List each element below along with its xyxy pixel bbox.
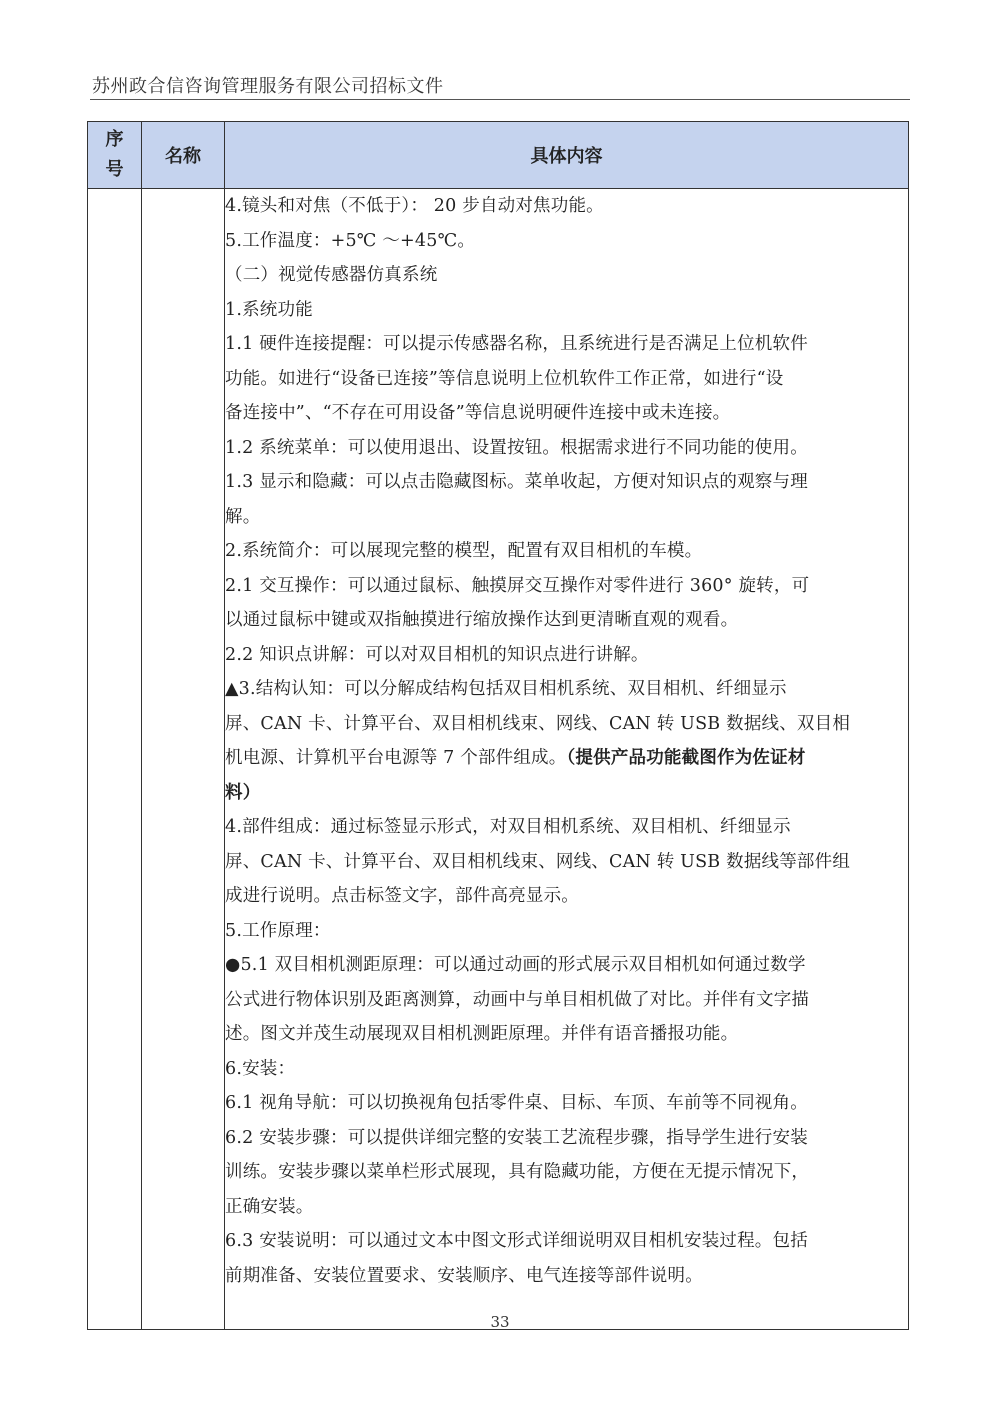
content-line: 2.系统简介：可以展现完整的模型，配置有双目相机的车模。 [225,541,703,561]
column-header-name: 名称 [142,122,225,189]
content-line [225,741,908,776]
content-line: 4.镜头和对焦（不低于）： 20 步自动对焦功能。 [225,196,604,216]
content-line: 2.1 交互操作：可以通过鼠标、触摸屏交互操作对零件进行 360° 旋转，可 [225,575,810,596]
content-line: 前期准备、安装位置要求、安装顺序、电气连接等部件说明。 [225,1265,703,1286]
content-line: 公式进行物体识别及距离测算，动画中与单目相机做了对比。并伴有文字描 [225,989,810,1010]
document-header-title: 苏州政合信咨询管理服务有限公司招标文件 [92,76,444,97]
content-line: 料） [225,782,261,803]
content-line: 正确安装。 [225,1196,314,1217]
content-line: 屏、CAN 卡、计算平台、双目相机线束、网线、CAN 转 USB 数据线、双目相 [225,713,851,734]
content-line: （二）视觉传感器仿真系统 [225,265,438,285]
content-line: 5.工作温度：+5℃ ～+45℃。 [225,230,476,251]
cell-content [225,189,909,1330]
content-line: 1.系统功能 [225,299,313,320]
content-line: 1.2 系统菜单：可以使用退出、设置按钮。根据需求进行不同功能的使用。 [225,437,808,458]
content-line: 解。 [225,506,261,527]
column-header-number-line1: 序 [105,129,124,150]
content-line: 6.安装： [225,1058,296,1079]
table-row [88,189,909,1330]
content-line: 6.3 安装说明：可以通过文本中图文形式详细说明双目相机安装过程。包括 [225,1231,808,1251]
content-line: ●5.1 双目相机测距原理：可以通过动画的形式展示双目相机如何通过数学 [225,955,806,975]
content-line: 6.1 视角导航：可以切换视角包括零件桌、目标、车顶、车前等不同视角。 [225,1093,808,1113]
content-line: 训练。安装步骤以菜单栏形式展现，具有隐藏功能，方便在无提示情况下， [225,1162,810,1182]
column-header-number [88,122,142,189]
content-line: 1.1 硬件连接提醒：可以提示传感器名称，且系统进行是否满足上位机软件 [225,334,808,354]
column-header-number-line2: 号 [105,159,124,180]
content-line: 功能。如进行“设备已连接”等信息说明上位机软件工作正常，如进行“设 [225,368,784,389]
content-line: 成进行说明。点击标签文字，部件高亮显示。 [225,886,579,906]
table-header-row [88,122,909,189]
content-line-bold-note: （提供产品功能截图作为佐证材 [566,748,806,768]
content-line: 2.2 知识点讲解：可以对双目相机的知识点进行讲解。 [225,644,649,665]
content-line: 屏、CAN 卡、计算平台、双目相机线束、网线、CAN 转 USB 数据线等部件组 [225,851,851,872]
specification-table [87,121,909,1330]
cell-number [88,189,142,1330]
page-number: 33 [490,1313,510,1331]
content-line: 5.工作原理： [225,920,331,941]
content-line-part: 机电源、计算机平台电源等 7 个部件组成。 [225,748,567,768]
cell-name [142,189,225,1330]
content-line: 6.2 安装步骤：可以提供详细完整的安装工艺流程步骤，指导学生进行安装 [225,1127,808,1148]
header-divider [90,99,910,100]
content-line: 述。图文并茂生动展现双目相机测距原理。并伴有语音播报功能。 [225,1024,739,1044]
content-line: 1.3 显示和隐藏：可以点击隐藏图标。菜单收起，方便对知识点的观察与理 [225,472,808,492]
content-line: 4.部件组成：通过标签显示形式，对双目相机系统、双目相机、纤细显示 [225,817,791,837]
content-line: 以通过鼠标中键或双指触摸进行缩放操作达到更清晰直观的观看。 [225,610,739,630]
content-line: 备连接中”、“不存在可用设备”等信息说明硬件连接中或未连接。 [225,403,731,423]
content-line: ▲3.结构认知：可以分解成结构包括双目相机系统、双目相机、纤细显示 [225,679,787,699]
column-header-content: 具体内容 [225,122,909,189]
